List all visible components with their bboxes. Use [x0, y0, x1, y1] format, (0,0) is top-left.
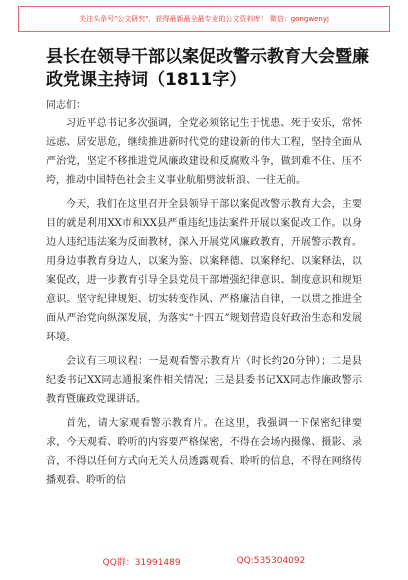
footer — [0, 551, 408, 571]
header-banner-text: 关注头条号"公文研究"，获得最新最全最专业的公文资料库！ 微信：gongwenyj — [79, 15, 329, 23]
salutation: 同志们： — [46, 100, 86, 111]
paragraph: 会议有三项议程：一是观看警示教育片（时长约20分钟）；二是县纪委书记XX同志通报案件相关情况；三是县委书记XX同志作廉政警示教育暨廉政党课讲话。 — [46, 356, 362, 405]
footer-qq-group: QQ群：31991489 — [102, 557, 181, 568]
paragraph: 习近平总书记多次强调，全党必须铭记生于忧患、死于安乐，常怀远虑、居安思危，继续推进新时代党的建设新的伟大工程，坚持全面从严治党，坚定不移推进党风廉政建设和反腐败斗争，做到难不住、压不垮，推动中国特色社会主义事业航船劈波斩浪、一往无前。 — [46, 118, 362, 186]
footer-qq: QQ:535304092 — [236, 556, 306, 566]
document-title: 县长在领导干部以案促改警示教育大会暨廉政党课主持词（1811字） — [46, 47, 369, 90]
header-banner — [18, 6, 390, 32]
document-body — [46, 114, 362, 495]
paragraph: 今天，我们在这里召开全县领导干部以案促改警示教育大会，主要目的就是利用XX市和XX县严重违纪违法案件开展以案促改工作。以身边人违纪违法案为反面教材，深入开展党风廉政教育，开展警示教育。用身边事教育身边人，以案为鉴、以案释德、以案释纪、以案释法，以案促改，进一步教育引导全县党员干部增强纪律意识、制度意识和规矩意识。坚守纪律规矩、切实转变作风、严格廉洁自律，一以贯之推进全面从严治党向纵深发展，为落实“十四五”规划营造良好政治生态和发展环境。 — [46, 199, 362, 343]
paragraph: 首先，请大家观看警示教育片。在这里，我强调一下保密纪律要求，今天观看、聆听的内容要严格保密，不得在会场内摄像、摄影、录音，不得以任何方式向无关人员透露观看、聆听的信息，不得在网络传播观看、聆听的信 — [46, 418, 362, 486]
